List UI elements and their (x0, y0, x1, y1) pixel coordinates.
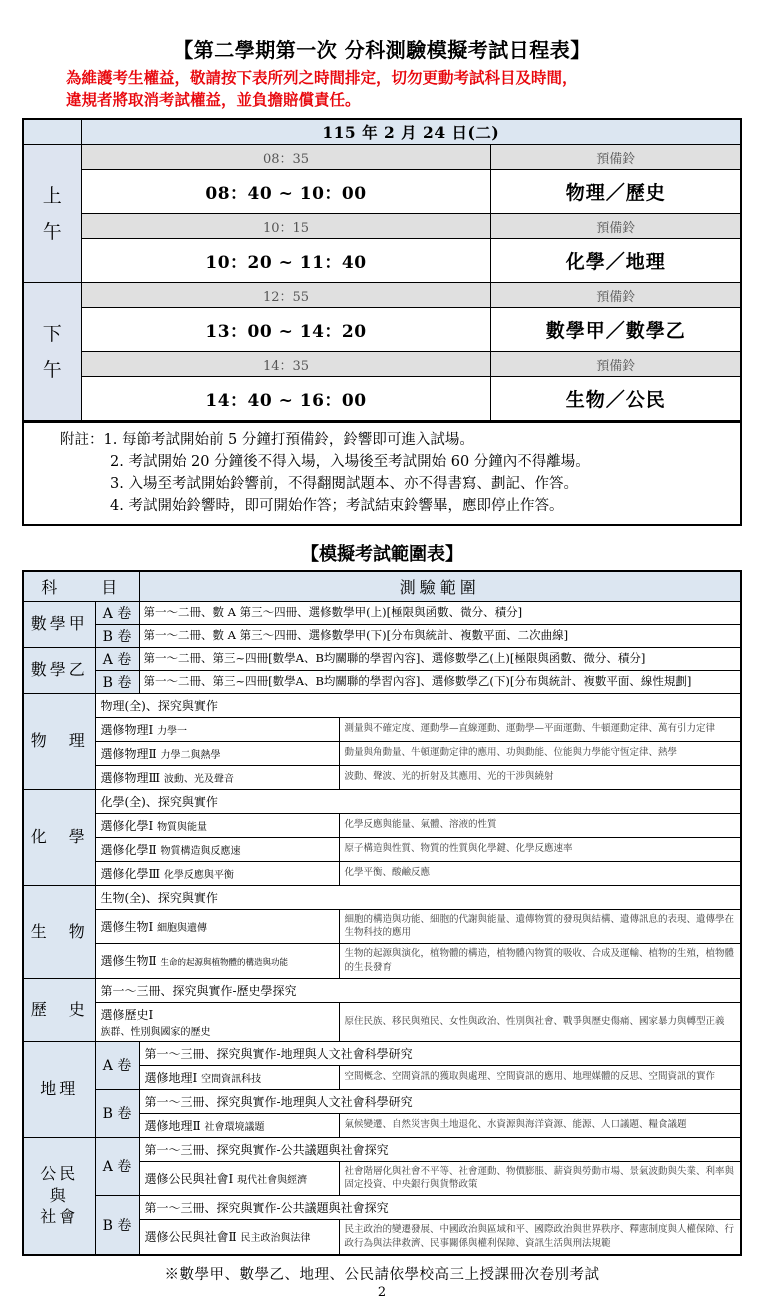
scope-header-row (23, 571, 741, 601)
scope-subject-4: 生 物 (23, 885, 95, 978)
exam-time: 13：00 ~ 14：20 (81, 308, 491, 352)
exam-schedule-table (22, 118, 742, 422)
scope-row (23, 1002, 741, 1041)
bell-time: 10：15 (81, 214, 491, 239)
scope-option-detail: 社會階層化與社會不平等、社會運動、物價膨脹、薪資與勞動市場、景氣波動與失業、利率與固定投資、中央銀行與貨幣政策 (339, 1161, 741, 1196)
page-title: 【第二學期第一次 分科測驗模擬考試日程表】 (173, 38, 591, 62)
scope-option-label: 選修地理Ⅰ 空間資訊科技 (139, 1065, 339, 1089)
scope-option-detail: 原住民族、移民與殖民、女性與政治、性別與社會、戰爭與歷史傷痛、國家暴力與轉型正義 (339, 1002, 741, 1041)
scope-row (23, 741, 741, 765)
scope-option-label: 選修物理Ⅰ 力學一 (95, 717, 339, 741)
scope-range-text: 第一～二冊、數 A 第三～四冊、選修數學甲(上)[極限與函數、微分、積分] (139, 601, 741, 624)
bell-time: 08：35 (81, 145, 491, 170)
scope-range-text: 第一～二冊、第三~四冊[數學A、B均關聯的學習內容]、選修數學乙(下)[分布與統計、複數平面、線性規劃] (139, 670, 741, 693)
scope-option-detail: 動量與角動量、牛頓運動定律的應用、功與動能、位能與力學能守恆定律、熱學 (339, 741, 741, 765)
note-item: 3. 入場至考試開始鈴響前，不得翻閱試題本、亦不得書寫、劃記、作答。 (110, 476, 578, 492)
scope-table-title: 【模擬考試範圍表】 (301, 544, 463, 566)
bell-label: 預備鈴 (491, 145, 741, 170)
exam-time: 10：20 ~ 11：40 (81, 239, 491, 283)
scope-row (23, 789, 741, 813)
scope-full-range: 第一～三冊、探究與實作-歷史學探究 (95, 978, 741, 1002)
scope-row (23, 717, 741, 741)
scope-paper-label: A 卷 (95, 1041, 139, 1089)
scope-subject-6: 地理 (23, 1041, 95, 1137)
scope-row (23, 601, 741, 624)
scope-full-range: 第一～三冊、探究與實作-公共議題與社會探究 (139, 1196, 741, 1220)
scope-row (23, 1196, 741, 1220)
session-label-0: 上 午 (23, 145, 81, 283)
warning-notice (22, 67, 742, 112)
scope-option-detail: 細胞的構造與功能、細胞的代謝與能量、遺傳物質的發現與結構、遺傳訊息的表現、遺傳學在生物科技的應用 (339, 909, 741, 944)
scope-option-detail: 化學反應與能量、氣體、溶液的性質 (339, 813, 741, 837)
scope-option-detail: 化學平衡、酸鹼反應 (339, 861, 741, 885)
schedule-row (23, 145, 741, 170)
schedule-row (23, 308, 741, 352)
scope-full-range: 第一～三冊、探究與實作-地理與人文社會科學研究 (139, 1041, 741, 1065)
exam-time: 14：40 ~ 16：00 (81, 377, 491, 421)
scope-header-range: 測驗範圍 (139, 571, 741, 601)
scope-subject-7: 公民 與 社會 (23, 1137, 95, 1255)
bell-time: 12：55 (81, 283, 491, 308)
scope-row (23, 1137, 741, 1161)
scope-row (23, 624, 741, 647)
session-label-1: 下 午 (23, 283, 81, 421)
scope-option-detail: 空間概念、空間資訊的獲取與處理、空間資訊的應用、地理媒體的反思、空間資訊的實作 (339, 1065, 741, 1089)
scope-row (23, 1089, 741, 1113)
scope-row (23, 693, 741, 717)
bell-label: 預備鈴 (491, 283, 741, 308)
note-item: 2. 考試開始 20 分鐘後不得入場，入場後至考試開始 60 分鐘內不得離場。 (110, 453, 590, 470)
scope-row (23, 837, 741, 861)
scope-option-detail: 原子構造與性質、物質的性質與化學鍵、化學反應速率 (339, 837, 741, 861)
schedule-row (23, 239, 741, 283)
scope-subject-0: 數學甲 (23, 601, 95, 647)
scope-option-label: 選修公民與社會Ⅱ 民主政治與法律 (139, 1220, 339, 1255)
scope-option-label: 選修化學Ⅲ 化學反應與平衡 (95, 861, 339, 885)
scope-full-range: 物理(全)、探究與實作 (95, 693, 741, 717)
scope-paper-label: A 卷 (95, 647, 139, 670)
scope-option-label: 選修物理Ⅲ 波動、光及聲音 (95, 765, 339, 789)
warning-line-1: 為維護考生權益，敬請按下表所列之時間排定，切勿更動考試科目及時間， (66, 69, 578, 87)
scope-option-label: 選修生物Ⅰ 細胞與遺傳 (95, 909, 339, 944)
bell-label: 預備鈴 (491, 214, 741, 239)
scope-full-range: 第一～三冊、探究與實作-公共議題與社會探究 (139, 1137, 741, 1161)
scope-row (23, 909, 741, 944)
exam-subject: 生物／公民 (491, 377, 741, 421)
schedule-date-row (23, 119, 741, 145)
scope-paper-label: A 卷 (95, 601, 139, 624)
scope-subject-2: 物 理 (23, 693, 95, 789)
schedule-row (23, 283, 741, 308)
scope-paper-label: B 卷 (95, 670, 139, 693)
scope-range-text: 第一～二冊、數 A 第三～四冊、選修數學甲(下)[分布與統計、複數平面、二次曲線] (139, 624, 741, 647)
scope-full-range: 化學(全)、探究與實作 (95, 789, 741, 813)
scope-full-range: 第一～三冊、探究與實作-地理與人文社會科學研究 (139, 1089, 741, 1113)
scope-paper-label: B 卷 (95, 1089, 139, 1137)
schedule-row (23, 352, 741, 377)
page-number: 2 (377, 1284, 387, 1300)
scope-row (23, 885, 741, 909)
scope-subject-1: 數學乙 (23, 647, 95, 693)
bell-time: 14：35 (81, 352, 491, 377)
scope-subject-5: 歷 史 (23, 978, 95, 1041)
schedule-row (23, 377, 741, 421)
scope-option-detail: 氣候變遷、自然災害與土地退化、水資源與海洋資源、能源、人口議題、糧食議題 (339, 1113, 741, 1137)
exam-scope-table (22, 570, 742, 1256)
scope-option-detail: 波動、聲波、光的折射及其應用、光的干涉與繞射 (339, 765, 741, 789)
scope-full-range: 生物(全)、探究與實作 (95, 885, 741, 909)
scope-header-subject: 科 目 (23, 571, 139, 601)
scope-row (23, 670, 741, 693)
scope-row (23, 1041, 741, 1065)
scope-option-label: 選修化學Ⅱ 物質構造與反應速 (95, 837, 339, 861)
schedule-corner-cell (23, 119, 81, 145)
scope-row (23, 647, 741, 670)
schedule-notes (22, 422, 742, 526)
scope-option-detail: 測量與不確定度、運動學—直線運動、運動學—平面運動、牛頓運動定律、萬有引力定律 (339, 717, 741, 741)
schedule-row (23, 170, 741, 214)
scope-option-label: 選修化學Ⅰ 物質與能量 (95, 813, 339, 837)
document-page (0, 34, 764, 1300)
schedule-row (23, 214, 741, 239)
scope-option-detail: 民主政治的變遷發展、中國政治與區域和平、國際政治與世界秩序、釋憲制度與人權保障、行政行為與法律救濟、民事關係與權利保障、資訊生活與刑法規範 (339, 1220, 741, 1255)
note-item: 4. 考試開始鈴響時，即可開始作答；考試結束鈴響畢，應即停止作答。 (110, 498, 564, 515)
scope-option-label: 選修物理Ⅱ 力學二與熱學 (95, 741, 339, 765)
exam-time: 08：40 ~ 10：00 (81, 170, 491, 214)
scope-row (23, 765, 741, 789)
warning-line-2: 違規者將取消考試權益，並負擔賠償責任。 (66, 91, 361, 110)
scope-option-label: 選修公民與社會Ⅰ 現代社會與經濟 (139, 1161, 339, 1196)
scope-row (23, 813, 741, 837)
scope-row (23, 861, 741, 885)
exam-subject: 物理／歷史 (491, 170, 741, 214)
footnote: ※數學甲、數學乙、地理、公民請依學校高三上授課冊次卷別考試 (164, 1266, 600, 1283)
scope-row (23, 944, 741, 979)
scope-option-label: 選修歷史Ⅰ 族群、性別與國家的歷史 (95, 1002, 339, 1041)
scope-paper-label: A 卷 (95, 1137, 139, 1196)
exam-subject: 化學／地理 (491, 239, 741, 283)
scope-row (23, 978, 741, 1002)
exam-subject: 數學甲／數學乙 (491, 308, 741, 352)
scope-subject-3: 化 學 (23, 789, 95, 885)
schedule-date-header: 115 年 2 月 24 日(二) (81, 119, 741, 145)
scope-range-text: 第一～二冊、第三~四冊[數學A、B均關聯的學習內容]、選修數學乙(上)[極限與函數、微分、積分] (139, 647, 741, 670)
scope-paper-label: B 卷 (95, 624, 139, 647)
bell-label: 預備鈴 (491, 352, 741, 377)
scope-option-label: 選修生物Ⅱ 生命的起源與植物體的構造與功能 (95, 944, 339, 979)
note-item: 附註：1. 每節考試開始前 5 分鐘打預備鈴，鈴響即可進入試場。 (60, 431, 474, 448)
scope-option-detail: 生物的起源與演化，植物體的構造，植物體內物質的吸收、合成及運輸、植物的生殖，植物體的生長發育 (339, 944, 741, 979)
scope-option-label: 選修地理Ⅱ 社會環境議題 (139, 1113, 339, 1137)
scope-paper-label: B 卷 (95, 1196, 139, 1255)
